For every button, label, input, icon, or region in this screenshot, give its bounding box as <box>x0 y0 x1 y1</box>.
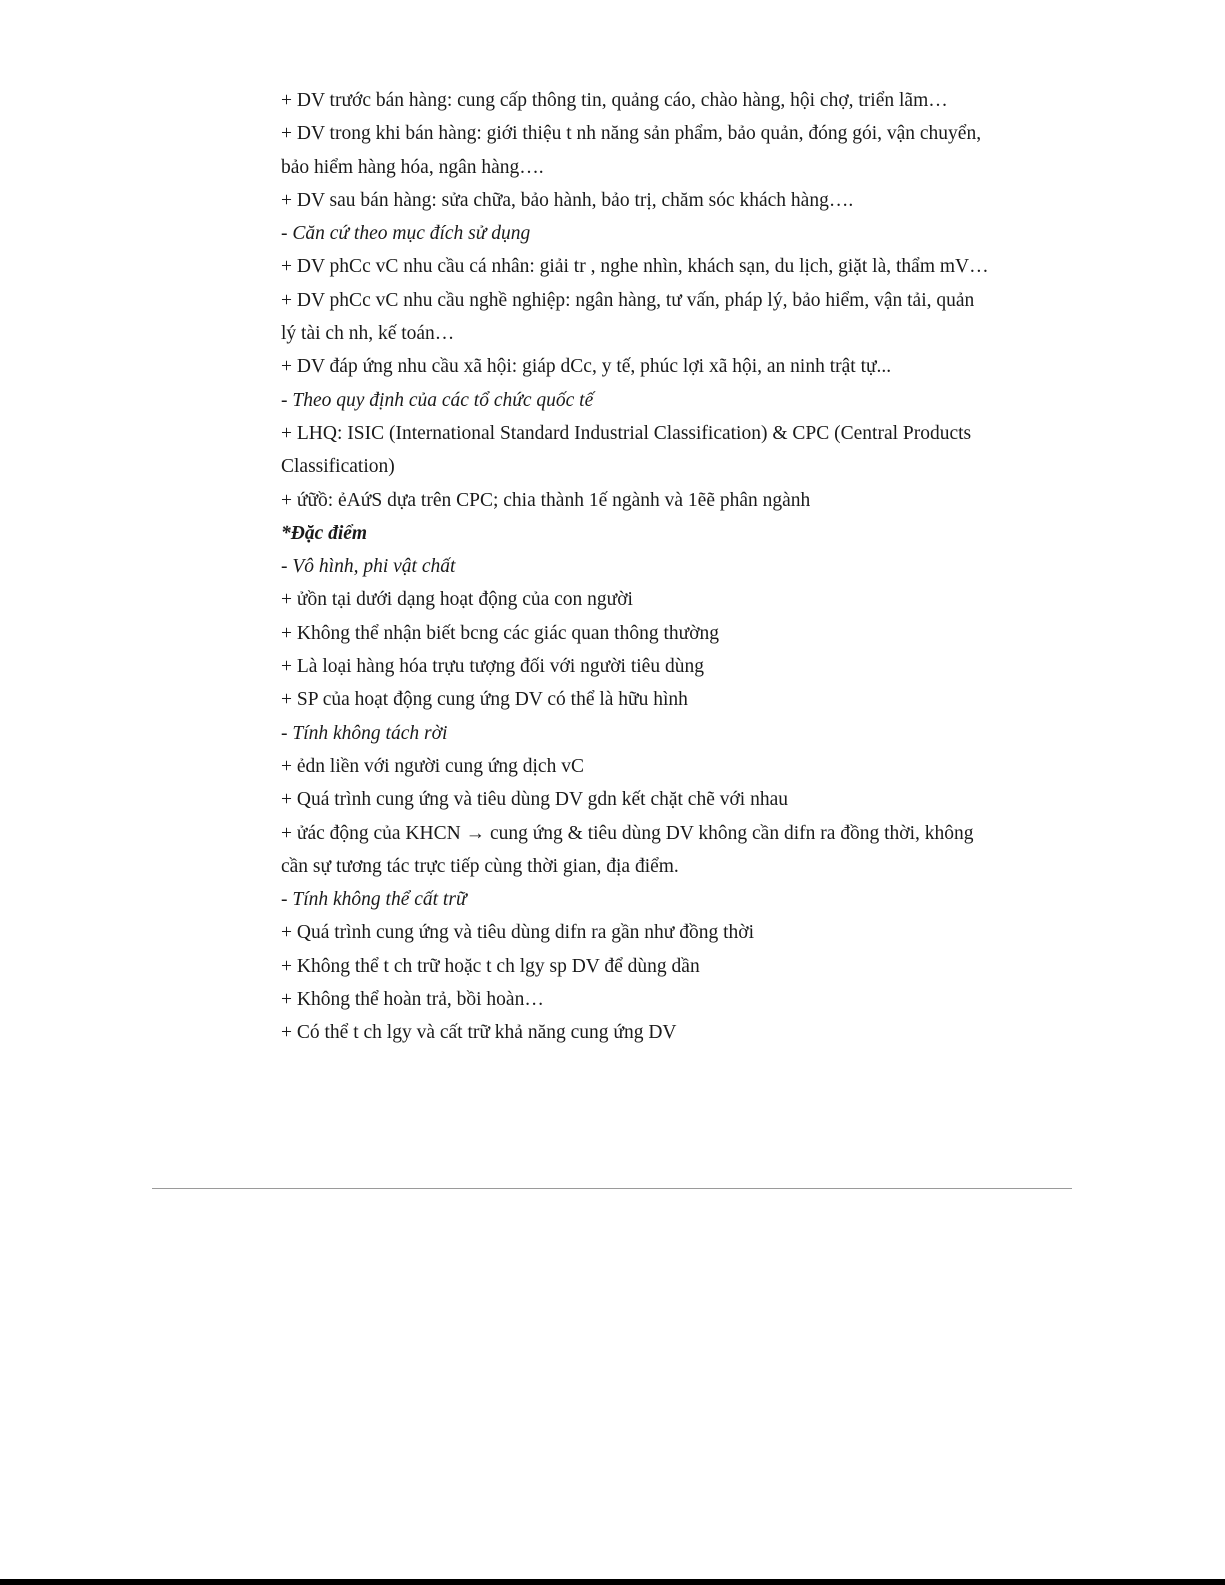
text-line-dv-during-sale-cont: bảo hiểm hàng hóa, ngân hàng…. <box>281 156 544 178</box>
text-line-abstract-goods: + Là loại hàng hóa trựu tượng đối với người tiêu dùng <box>281 656 704 678</box>
text-line-dv-during-sale: + DV trong khi bán hàng: giới thiệu t nh năng sản phẩm, bảo quản, đóng gói, vận chuyển, <box>281 123 982 145</box>
text-line-tangible-product: + SP của hoạt động cung ứng DV có thể là hữu hình <box>281 689 688 711</box>
bottom-edge-bar <box>0 1579 1225 1585</box>
text-line-tightly-linked: + Quá trình cung ứng và tiêu dùng DV gdn kết chặt chẽ với nhau <box>281 789 788 811</box>
subheading-intangible: - Vô hình, phi vật chất <box>281 556 456 578</box>
page-divider <box>152 1188 1072 1189</box>
text-line-cannot-store: + Không thể t ch trữ hoặc t ch lgy sp DV để dùng dần <box>281 955 700 977</box>
text-line-khcn-impact-cont: cần sự tương tác trực tiếp cùng thời gian, địa điểm. <box>281 855 679 877</box>
document-page-body <box>281 84 1001 1050</box>
text-line-simultaneous: + Quá trình cung ứng và tiêu dùng difn ra gần như đồng thời <box>281 922 754 944</box>
text-line-personal-needs: + DV phCc vC nhu cầu cá nhân: giải tr , nghe nhìn, khách sạn, du lịch, giặt là, thẩm mV… <box>281 256 989 278</box>
text-line-lhq-isic: + LHQ: ISIC (International Standard Industrial Classification) & CPC (Central Products <box>281 422 972 444</box>
text-line-khcn-impact: + ửác động của KHCN → cung ứng & tiêu dùng DV không cần difn ra đồng thời, không <box>281 822 974 844</box>
text-line-dv-before-sale: + DV trước bán hàng: cung cấp thông tin, quảng cáo, chào hàng, hội chợ, triển lãm… <box>281 90 948 111</box>
text-line-tied-to-provider: + ẻdn liền với người cung ứng dịch vC <box>281 755 584 777</box>
text-line-lhq-isic-cont: Classification) <box>281 456 395 478</box>
subheading-inseparable: - Tính không tách rời <box>281 722 448 744</box>
text-line-store-capacity: + Có thể t ch lgy và cất trữ khả năng cung ứng DV <box>281 1022 677 1044</box>
text-line-non-refundable: + Không thể hoàn trả, bồi hoàn… <box>281 989 544 1011</box>
text-line-social-needs: + DV đáp ứng nhu cầu xã hội: giáp dCc, y tế, phúc lợi xã hội, an ninh trật tự... <box>281 356 892 378</box>
subheading-non-storable: - Tính không thể cất trữ <box>281 889 467 911</box>
section-heading-characteristics: *Đặc điểm <box>281 522 368 544</box>
subheading-by-purpose: - Căn cứ theo mục đích sử dụng <box>281 223 531 245</box>
subheading-international-orgs: - Theo quy định của các tổ chức quốc tế <box>281 389 594 411</box>
text-line-professional-needs: + DV phCc vC nhu cầu nghề nghiệp: ngân hàng, tư vấn, pháp lý, bảo hiểm, vận tải, quản <box>281 289 975 311</box>
text-line-not-perceivable: + Không thể nhận biết bcng các giác quan thông thường <box>281 622 720 644</box>
text-line-cpc-sectors: + ứữồ: ẻAứS dựa trên CPC; chia thành 1ế ngành và 1ẽẽ phân ngành <box>281 489 811 511</box>
text-line-dv-after-sale: + DV sau bán hàng: sửa chữa, bảo hành, bảo trị, chăm sóc khách hàng…. <box>281 189 854 211</box>
text-line-exists-as-activity: + ửồn tại dưới dạng hoạt động của con người <box>281 589 633 611</box>
text-line-professional-needs-cont: lý tài ch nh, kế toán… <box>281 323 455 345</box>
